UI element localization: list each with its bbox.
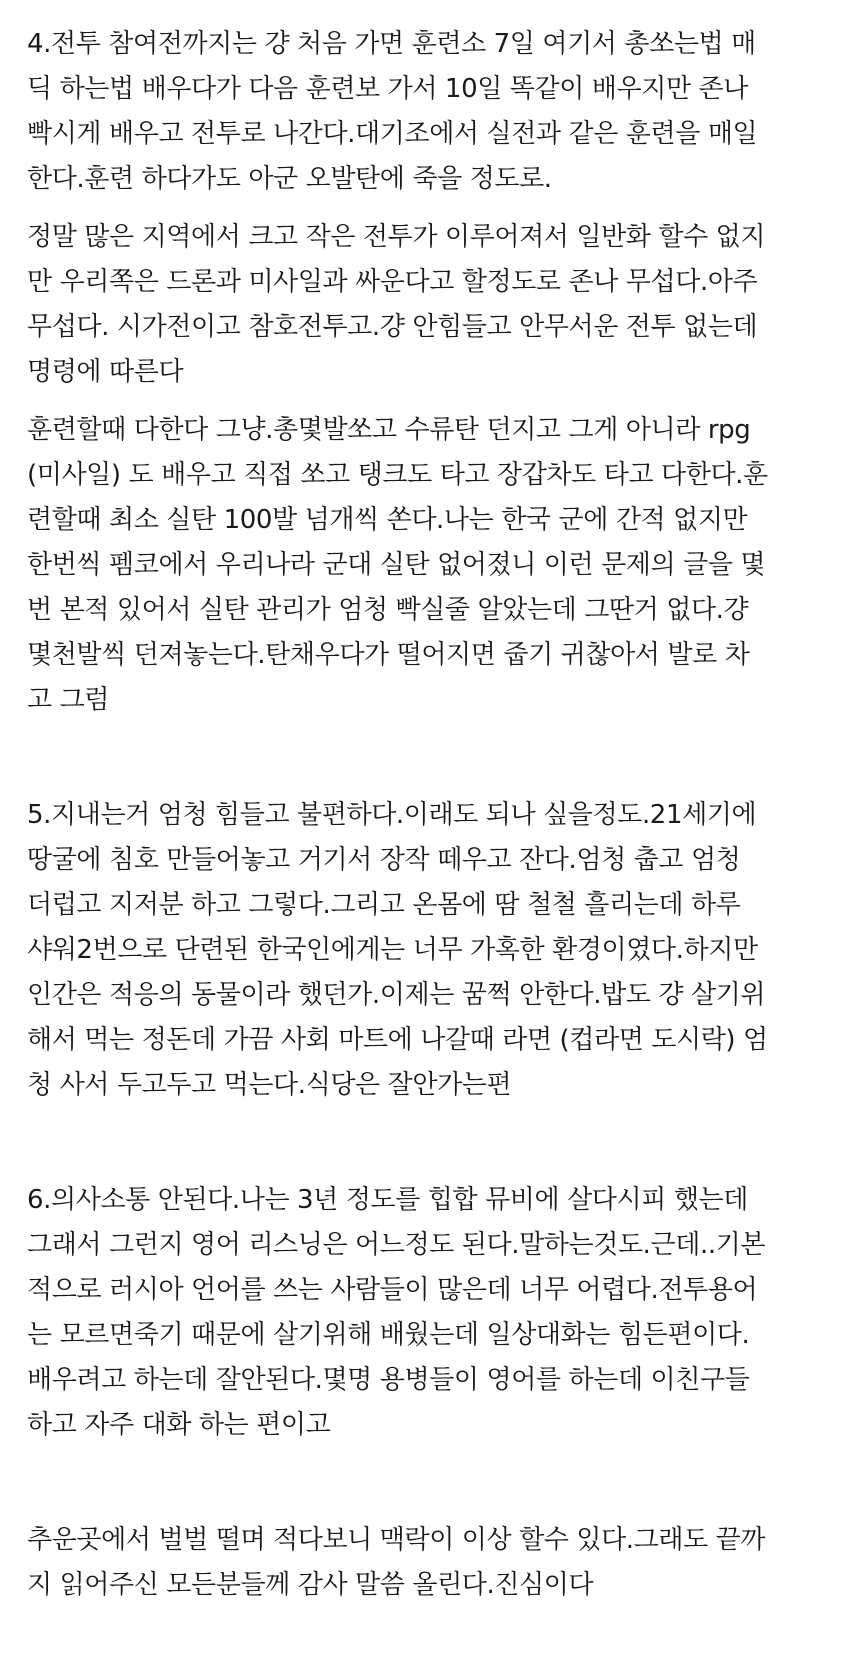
text-line: 적으로 러시아 언어를 쓰는 사람들이 많은데 너무 어렵다.전투용어 — [27, 1275, 758, 1305]
text-line: 는 모르면죽기 때문에 살기위해 배웠는데 일상대화는 힘든편이다. — [27, 1320, 750, 1350]
text-line: 더럽고 지저분 하고 그렇다.그리고 온몸에 땀 철철 흘리는데 하루 — [27, 890, 741, 920]
paragraph-ammo — [27, 408, 827, 723]
text-line: 청 사서 두고두고 먹는다.식당은 잘안가는편 — [27, 1070, 512, 1100]
text-line: 한번씩 펨코에서 우리나라 군대 실탄 없어졌니 이런 문제의 글을 몇 — [27, 550, 766, 580]
paragraph-training — [27, 22, 827, 202]
text-line: 인간은 적응의 동물이라 했던가.이제는 꿈쩍 안한다.밥도 걍 살기위 — [27, 980, 766, 1010]
text-line: 5.지내는거 엄청 힘들고 불편하다.이래도 되나 싶을정도.21세기에 — [27, 800, 757, 830]
text-line: 그래서 그런지 영어 리스닝은 어느정도 된다.말하는것도.근데..기본 — [27, 1230, 766, 1260]
text-line: 련할때 최소 실탄 100발 넘개씩 쏜다.나는 한국 군에 간적 없지만 — [27, 505, 748, 535]
paragraph-living — [27, 793, 827, 1108]
post-body — [27, 22, 827, 1621]
paragraph-combat — [27, 215, 827, 395]
text-line: 만 우리쪽은 드론과 미사일과 싸운다고 할정도로 존나 무섭다.아주 — [27, 267, 758, 297]
text-line: 빡시게 배우고 전투로 나간다.대기조에서 실전과 같은 훈련을 매일 — [27, 119, 758, 149]
text-line: 정말 많은 지역에서 크고 작은 전투가 이루어져서 일반화 할수 없지 — [27, 222, 766, 252]
text-line: 명령에 따른다 — [27, 357, 184, 387]
text-line: 해서 먹는 정돈데 가끔 사회 마트에 나갈때 라면 (컵라면 도시락) 엄 — [27, 1025, 768, 1055]
text-line: 지 읽어주신 모든분들께 감사 말씀 올린다.진심이다 — [27, 1570, 594, 1600]
text-line: 4.전투 참여전까지는 걍 처음 가면 훈련소 7일 여기서 총쏘는법 매 — [27, 29, 756, 59]
text-line: 한다.훈련 하다가도 아군 오발탄에 죽을 정도로. — [27, 164, 552, 194]
text-line: 6.의사소통 안된다.나는 3년 정도를 힙합 뮤비에 살다시피 했는데 — [27, 1185, 748, 1215]
text-line: 몇천발씩 던져놓는다.탄채우다가 떨어지면 줍기 귀찮아서 발로 차 — [27, 640, 750, 670]
text-line: 배우려고 하는데 잘안된다.몇명 용병들이 영어를 하는데 이친구들 — [27, 1365, 750, 1395]
text-line: 훈련할때 다한다 그냥.총몇발쏘고 수류탄 던지고 그게 아니라 rpg — [27, 415, 751, 445]
paragraph-communication — [27, 1178, 827, 1448]
text-line: 번 본적 있어서 실탄 관리가 엄청 빡실줄 알았는데 그딴거 없다.걍 — [27, 595, 749, 625]
text-line: 추운곳에서 벌벌 떨며 적다보니 맥락이 이상 할수 있다.그래도 끝까 — [27, 1525, 766, 1555]
text-line: (미사일) 도 배우고 직접 쏘고 탱크도 타고 장갑차도 타고 다한다.훈 — [27, 460, 768, 490]
text-line: 고 그럼 — [27, 685, 110, 715]
text-line: 하고 자주 대화 하는 편이고 — [27, 1410, 331, 1440]
paragraph-closing — [27, 1518, 827, 1608]
text-line: 샤워2번으로 단련된 한국인에게는 너무 가혹한 환경이였다.하지만 — [27, 935, 758, 965]
text-line: 딕 하는법 배우다가 다음 훈련보 가서 10일 똑같이 배우지만 존나 — [27, 74, 748, 104]
text-line: 무섭다. 시가전이고 참호전투고.걍 안힘들고 안무서운 전투 없는데 — [27, 312, 758, 342]
text-line: 땅굴에 침호 만들어놓고 거기서 장작 떼우고 잔다.엄청 춥고 엄청 — [27, 845, 741, 875]
